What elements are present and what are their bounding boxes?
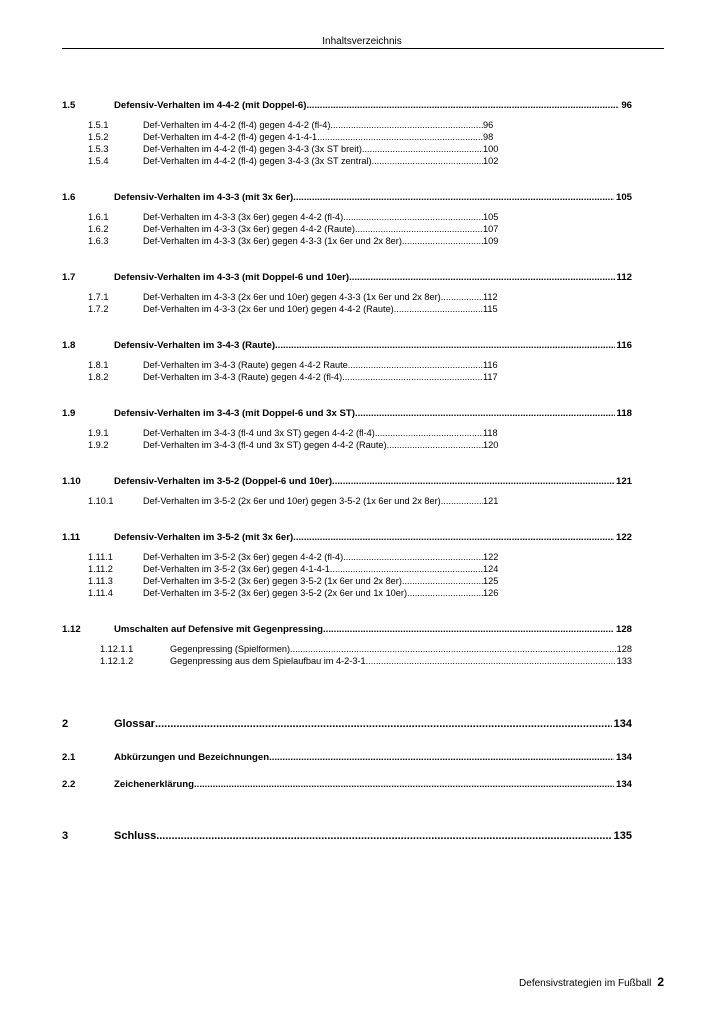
leader-dots: [155, 718, 612, 730]
subsection-number: 1.6.1: [88, 212, 109, 222]
leader-dots: [402, 236, 483, 246]
subsection-title: Def-Verhalten im 3-5-2 (2x 6er und 10er) gegen 3-5-2 (1x 6er und 2x 8er): [143, 496, 441, 506]
leader-dots: [355, 408, 615, 419]
toc-subsection-row[interactable]: [62, 552, 632, 564]
subsection-title-wrap: [143, 120, 483, 130]
subsection-title-wrap: [143, 588, 483, 598]
subsection-title: Def-Verhalten im 4-4-2 (fl-4) gegen 3-4-3 (3x ST breit): [143, 144, 362, 154]
leader-dots: [375, 428, 483, 438]
subsection-number: 1.5.2: [88, 132, 109, 142]
subsection-page: 115: [483, 304, 498, 314]
subsubsection-title: Gegenpressing (Spielformen): [170, 644, 291, 654]
subsection-number: 1.7.2: [88, 304, 109, 314]
section-title: Defensiv-Verhalten im 3-5-2 (mit 3x 6er): [114, 532, 294, 543]
toc-subsection-row[interactable]: [62, 292, 632, 304]
toc-section: [62, 340, 632, 384]
subsection-title: Def-Verhalten im 3-4-3 (fl-4 und 3x ST) gegen 4-4-2 (fl-4): [143, 428, 375, 438]
subsection-title-wrap: [143, 304, 483, 314]
subsection-title-wrap: [143, 564, 483, 574]
toc-subsection-row[interactable]: [62, 132, 632, 144]
toc-subsection-row[interactable]: [62, 440, 632, 452]
section-page: 116: [616, 340, 632, 351]
toc-chapter-glossar[interactable]: [62, 718, 632, 730]
section-title: Defensiv-Verhalten im 3-4-3 (Raute): [114, 340, 276, 351]
leader-dots: [407, 588, 483, 598]
leader-dots: [194, 779, 614, 790]
toc-section-heading[interactable]: [62, 192, 632, 208]
leader-dots: [293, 192, 614, 203]
subsection-page: 121: [483, 496, 499, 506]
subsection-title-wrap: [143, 236, 483, 246]
subsection-number: 1.7.1: [88, 292, 109, 302]
subsection-title-wrap: [143, 144, 483, 154]
toc-section-heading[interactable]: [62, 408, 632, 424]
subsection-number: 1.11.3: [88, 576, 113, 586]
subsection-title: Def-Verhalten im 4-3-3 (2x 6er und 10er) gegen 4-4-2 (Raute): [143, 304, 394, 314]
leader-dots: [394, 304, 483, 314]
toc-subsection-row[interactable]: [62, 588, 632, 600]
section-title: Abkürzungen und Bezeichnungen: [114, 752, 270, 763]
subsection-title-wrap: [143, 132, 483, 142]
leader-dots: [275, 340, 615, 351]
chapter-number: 2: [62, 718, 69, 730]
section-number: 1.12: [62, 624, 81, 635]
subsection-title-wrap: [143, 428, 483, 438]
subsubsection-title-wrap: [170, 656, 616, 666]
subsection-title-wrap: [143, 156, 483, 166]
leader-dots: [441, 292, 483, 302]
subsection-title: Def-Verhalten im 3-4-3 (Raute) gegen 4-4-2 Raute: [143, 360, 348, 370]
subsection-number: 1.8.1: [88, 360, 109, 370]
toc-subsection-row[interactable]: [62, 236, 632, 248]
subsection-title-wrap: [143, 496, 483, 506]
subsection-title: Def-Verhalten im 3-5-2 (3x 6er) gegen 4-1-4-1: [143, 564, 330, 574]
toc-section-heading[interactable]: [62, 272, 632, 288]
chapter-title: Glossar: [114, 718, 155, 730]
subsection-title: Def-Verhalten im 3-4-3 (Raute) gegen 4-4-2 (fl-4): [143, 372, 343, 382]
subsection-number: 1.11.4: [88, 588, 113, 598]
subsection-title: Def-Verhalten im 4-4-2 (fl-4) gegen 3-4-3 (3x ST zentral): [143, 156, 372, 166]
section-title: Defensiv-Verhalten im 3-4-3 (mit Doppel-6 und 3x ST): [114, 408, 355, 419]
toc-subsection-row[interactable]: [62, 360, 632, 372]
section-page: 121: [615, 476, 632, 487]
page-footer: [0, 975, 664, 989]
section-number: 1.5: [62, 100, 76, 111]
toc-section-abkuerzungen[interactable]: [62, 752, 632, 763]
toc-subsection-row[interactable]: [62, 372, 632, 384]
subsection-number: 1.6.2: [88, 224, 109, 234]
chapter-page: 134: [613, 718, 632, 730]
toc-subsection-row[interactable]: [62, 120, 632, 132]
subsection-page: 124: [483, 564, 499, 574]
leader-dots: [332, 476, 614, 487]
subsection-page: 107: [483, 224, 499, 234]
leader-dots: [362, 144, 483, 154]
section-number: 1.7: [62, 272, 76, 283]
subsection-number: 1.9.1: [88, 428, 109, 438]
toc-subsection-row[interactable]: [62, 224, 632, 236]
leader-dots: [348, 360, 483, 370]
subsection-page: 117: [483, 372, 498, 382]
toc-section: [62, 272, 632, 316]
subsection-page: 120: [483, 440, 499, 450]
subsection-number: 1.11.1: [88, 552, 113, 562]
subsubsection-page: 133: [616, 656, 632, 666]
section-page: 134: [615, 779, 632, 790]
leader-dots: [343, 552, 483, 562]
toc-section-zeichenerklaerung[interactable]: [62, 779, 632, 790]
leader-dots: [156, 830, 611, 842]
footer-page-number: 2: [657, 975, 664, 989]
subsection-page: 116: [483, 360, 498, 370]
section-page: 96: [621, 100, 632, 111]
leader-dots: [330, 120, 483, 130]
section-number: 2.1: [62, 752, 76, 763]
subsection-page: 122: [483, 552, 499, 562]
toc-section-heading[interactable]: [62, 624, 632, 640]
toc-subsection-row[interactable]: [62, 564, 632, 576]
leader-dots: [372, 156, 483, 166]
leader-dots: [323, 624, 614, 635]
subsection-page: 118: [483, 428, 498, 438]
section-page: 128: [615, 624, 632, 635]
subsection-page: 126: [483, 588, 499, 598]
subsection-number: 1.5.1: [88, 120, 109, 130]
subsection-title: Def-Verhalten im 4-4-2 (fl-4) gegen 4-4-2 (fl-4): [143, 120, 331, 130]
toc-subsection-row[interactable]: [62, 428, 632, 440]
toc-section: [62, 532, 632, 600]
subsection-title-wrap: [143, 372, 483, 382]
section-number: 2.2: [62, 779, 76, 790]
toc-subsection-row[interactable]: [62, 576, 632, 588]
leader-dots: [330, 564, 483, 574]
subsection-page: 100: [483, 144, 499, 154]
section-title: Defensiv-Verhalten im 4-3-3 (mit Doppel-6 und 10er): [114, 272, 350, 283]
section-page: 112: [616, 272, 632, 283]
subsection-title: Def-Verhalten im 3-5-2 (3x 6er) gegen 3-5-2 (1x 6er und 2x 8er): [143, 576, 402, 586]
toc-subsection-row[interactable]: [62, 496, 632, 508]
subsection-number: 1.11.2: [88, 564, 113, 574]
chapter-page: 135: [613, 830, 632, 842]
subsection-title-wrap: [143, 552, 483, 562]
toc-subsection-row[interactable]: [62, 156, 632, 168]
subsection-page: 109: [483, 236, 499, 246]
subsection-page: 112: [483, 292, 498, 302]
section-title: Umschalten auf Defensive mit Gegenpressing: [114, 624, 323, 635]
subsection-number: 1.5.3: [88, 144, 109, 154]
toc-section-heading[interactable]: [62, 532, 632, 548]
subsubsection-title-wrap: [170, 644, 616, 654]
toc-section: [62, 100, 632, 168]
toc-subsubsection-row[interactable]: [62, 656, 632, 668]
subsection-title: Def-Verhalten im 3-4-3 (fl-4 und 3x ST) gegen 4-4-2 (Raute): [143, 440, 387, 450]
subsection-title: Def-Verhalten im 3-5-2 (3x 6er) gegen 4-4-2 (fl-4): [143, 552, 344, 562]
subsection-page: 125: [483, 576, 499, 586]
subsection-title: Def-Verhalten im 3-5-2 (3x 6er) gegen 3-5-2 (2x 6er und 1x 10er): [143, 588, 408, 598]
subsection-title: Def-Verhalten im 4-3-3 (3x 6er) gegen 4-4-2 (Raute): [143, 224, 355, 234]
subsection-number: 1.10.1: [88, 496, 114, 506]
subsubsection-number: 1.12.1.1: [100, 644, 134, 654]
leader-dots: [306, 100, 619, 111]
subsection-title-wrap: [143, 360, 483, 370]
section-page: 105: [615, 192, 632, 203]
subsection-title-wrap: [143, 212, 483, 222]
page-header-title: Inhaltsverzeichnis: [322, 36, 402, 47]
leader-dots: [441, 496, 483, 506]
subsubsection-number: 1.12.1.2: [100, 656, 134, 666]
section-number: 1.10: [62, 476, 81, 487]
toc-subsection-row[interactable]: [62, 144, 632, 156]
subsection-title-wrap: [143, 576, 483, 586]
leader-dots: [269, 752, 614, 763]
subsubsection-title: Gegenpressing aus dem Spielaufbau im 4-2-3-1: [170, 656, 366, 666]
toc-chapter-schluss[interactable]: [62, 830, 632, 842]
section-number: 1.6: [62, 192, 76, 203]
toc-section: [62, 192, 632, 248]
toc-section-heading[interactable]: [62, 340, 632, 356]
chapter-title: Schluss: [114, 830, 157, 842]
section-page: 118: [616, 408, 632, 419]
toc-subsubsection-row[interactable]: [62, 644, 632, 656]
leader-dots: [355, 224, 483, 234]
toc-section-heading[interactable]: [62, 476, 632, 492]
subsection-number: 1.8.2: [88, 372, 109, 382]
subsection-page: 96: [483, 120, 494, 130]
leader-dots: [317, 132, 483, 142]
subsection-number: 1.9.2: [88, 440, 109, 450]
chapter-number: 3: [62, 830, 69, 842]
subsection-title-wrap: [143, 292, 483, 302]
subsection-page: 98: [483, 132, 494, 142]
section-page: 122: [615, 532, 632, 543]
section-title: Defensiv-Verhalten im 4-3-3 (mit 3x 6er): [114, 192, 294, 203]
section-number: 1.9: [62, 408, 76, 419]
toc-subsection-row[interactable]: [62, 212, 632, 224]
toc-section: [62, 408, 632, 452]
subsection-title: Def-Verhalten im 4-4-2 (fl-4) gegen 4-1-4-1: [143, 132, 318, 142]
section-title: Defensiv-Verhalten im 4-4-2 (mit Doppel-6): [114, 100, 307, 111]
leader-dots: [387, 440, 483, 450]
section-title: Zeichenerklärung: [114, 779, 194, 790]
section-page: 134: [615, 752, 632, 763]
leader-dots: [290, 644, 616, 654]
subsection-page: 102: [483, 156, 499, 166]
subsection-title-wrap: [143, 224, 483, 234]
subsection-title: Def-Verhalten im 4-3-3 (3x 6er) gegen 4-3-3 (1x 6er und 2x 8er): [143, 236, 402, 246]
toc-section: [62, 624, 632, 668]
subsection-number: 1.5.4: [88, 156, 109, 166]
subsection-title-wrap: [143, 440, 483, 450]
toc-section: [62, 476, 632, 508]
table-of-contents: [62, 100, 632, 692]
leader-dots: [402, 576, 483, 586]
section-number: 1.11: [62, 532, 81, 543]
subsubsection-page: 128: [616, 644, 632, 654]
subsection-page: 105: [483, 212, 499, 222]
subsection-title: Def-Verhalten im 4-3-3 (2x 6er und 10er) gegen 4-3-3 (1x 6er und 2x 8er): [143, 292, 441, 302]
leader-dots: [343, 212, 483, 222]
section-title: Defensiv-Verhalten im 3-5-2 (Doppel-6 und 10er): [114, 476, 333, 487]
header-rule: [62, 48, 664, 49]
footer-book-title: Defensivstrategien im Fußball: [519, 978, 652, 989]
toc-subsection-row[interactable]: [62, 304, 632, 316]
subsection-number: 1.6.3: [88, 236, 109, 246]
toc-section-heading[interactable]: [62, 100, 632, 116]
leader-dots: [342, 372, 483, 382]
leader-dots: [349, 272, 614, 283]
section-number: 1.8: [62, 340, 76, 351]
subsection-title: Def-Verhalten im 4-3-3 (3x 6er) gegen 4-4-2 (fl-4): [143, 212, 344, 222]
leader-dots: [366, 656, 616, 666]
leader-dots: [293, 532, 614, 543]
